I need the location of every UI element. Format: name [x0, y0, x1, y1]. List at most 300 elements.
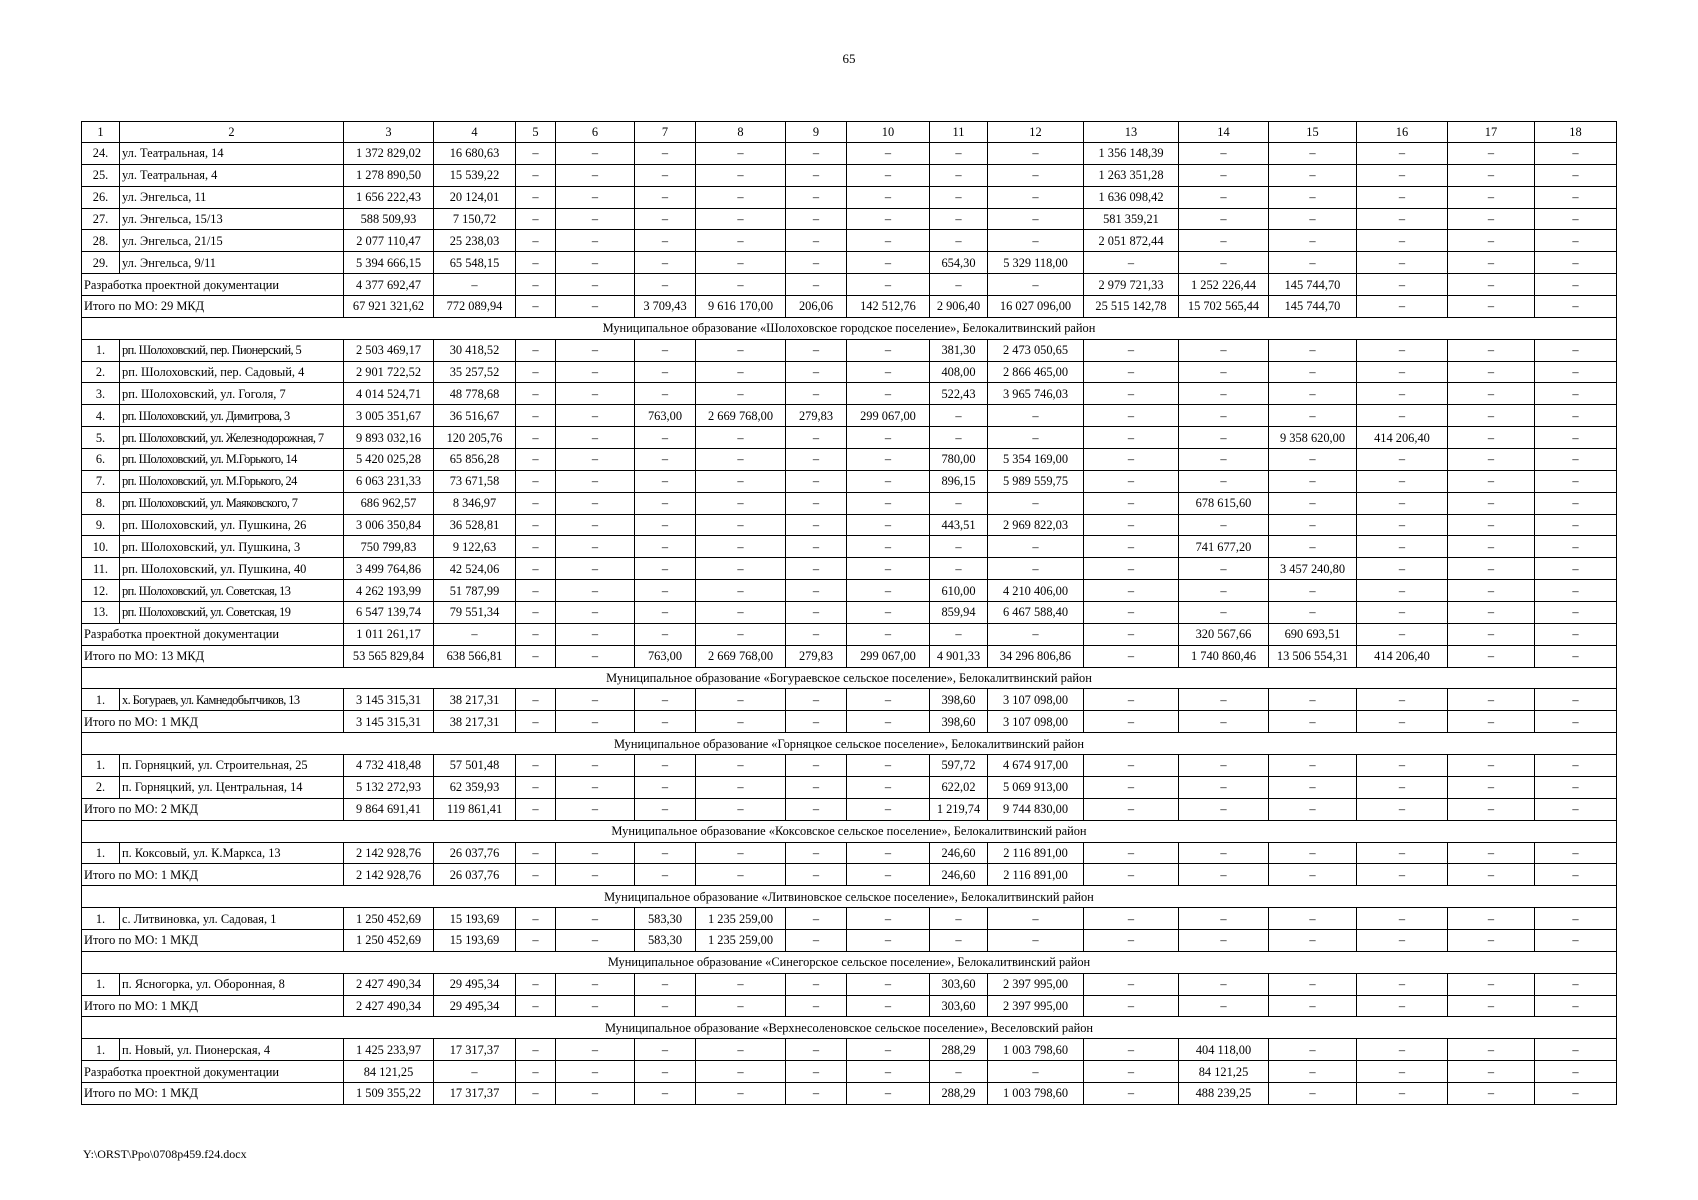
address-text: п. Новый, ул. Пионерская, 4 — [122, 1042, 271, 1057]
address-cell — [120, 492, 344, 514]
row-number: 3. — [82, 383, 120, 405]
value-cell: – — [1269, 973, 1357, 995]
value-cell: – — [516, 186, 556, 208]
table-row — [82, 143, 1617, 165]
value-cell: – — [1269, 339, 1357, 361]
value-cell: – — [1535, 645, 1617, 667]
value-cell: – — [786, 908, 847, 930]
value-cell: 29 495,34 — [434, 995, 516, 1017]
value-cell: – — [556, 230, 635, 252]
row-number: 26. — [82, 186, 120, 208]
value-cell: – — [1357, 929, 1448, 951]
value-cell: 381,30 — [930, 339, 988, 361]
value-cell: 8 346,97 — [434, 492, 516, 514]
value-cell: – — [1535, 383, 1617, 405]
value-cell: – — [556, 339, 635, 361]
value-cell: 299 067,00 — [847, 405, 930, 427]
value-cell: – — [1179, 558, 1269, 580]
value-cell: 84 121,25 — [1179, 1061, 1269, 1083]
address-text: ул. Театральная, 14 — [122, 146, 224, 161]
value-cell: – — [635, 208, 696, 230]
address-cell — [120, 514, 344, 536]
value-cell: – — [988, 274, 1084, 296]
value-cell: – — [635, 536, 696, 558]
value-cell: 2 669 768,00 — [696, 405, 786, 427]
value-cell: – — [635, 776, 696, 798]
table-row — [82, 755, 1617, 777]
value-cell: 2 427 490,34 — [344, 973, 434, 995]
value-cell: – — [1535, 689, 1617, 711]
table-row — [82, 514, 1617, 536]
value-cell: 9 358 620,00 — [1269, 427, 1357, 449]
value-cell: – — [786, 186, 847, 208]
value-cell: – — [1179, 798, 1269, 820]
table-row — [82, 536, 1617, 558]
value-cell: – — [786, 689, 847, 711]
value-cell: – — [635, 995, 696, 1017]
value-cell: – — [635, 580, 696, 602]
value-cell: 1 740 860,46 — [1179, 645, 1269, 667]
value-cell: – — [1179, 470, 1269, 492]
value-cell: – — [1357, 580, 1448, 602]
value-cell: – — [786, 536, 847, 558]
value-cell: – — [516, 1082, 556, 1104]
column-header: 17 — [1448, 122, 1535, 143]
value-cell: – — [1179, 361, 1269, 383]
value-cell: 57 501,48 — [434, 755, 516, 777]
value-cell: – — [847, 995, 930, 1017]
value-cell: – — [1448, 143, 1535, 165]
value-cell: – — [1084, 776, 1179, 798]
value-cell: – — [847, 711, 930, 733]
value-cell: – — [516, 1061, 556, 1083]
value-cell: – — [556, 186, 635, 208]
value-cell: – — [696, 186, 786, 208]
value-cell: – — [1448, 427, 1535, 449]
value-cell: – — [786, 1082, 847, 1104]
value-cell: – — [1084, 864, 1179, 886]
value-cell: – — [1084, 929, 1179, 951]
value-cell: – — [635, 558, 696, 580]
value-cell: – — [696, 361, 786, 383]
value-cell: – — [556, 929, 635, 951]
value-cell: – — [786, 164, 847, 186]
value-cell: – — [1448, 798, 1535, 820]
value-cell: 3 005 351,67 — [344, 405, 434, 427]
address-cell — [120, 973, 344, 995]
section-row — [82, 317, 1617, 339]
row-label: Разработка проектной документации — [82, 1061, 344, 1083]
value-cell: 20 124,01 — [434, 186, 516, 208]
value-cell: – — [556, 645, 635, 667]
value-cell: 3 709,43 — [635, 296, 696, 318]
value-cell: 1 263 351,28 — [1084, 164, 1179, 186]
address-cell — [120, 449, 344, 471]
value-cell: – — [635, 470, 696, 492]
table-row — [82, 252, 1617, 274]
value-cell: – — [516, 755, 556, 777]
value-cell: – — [1179, 973, 1269, 995]
value-cell: – — [847, 558, 930, 580]
value-cell: – — [1535, 405, 1617, 427]
value-cell: – — [1535, 449, 1617, 471]
value-cell: 17 317,37 — [434, 1039, 516, 1061]
value-cell: – — [516, 558, 556, 580]
value-cell: – — [556, 296, 635, 318]
address-text: рп. Шолоховский, ул. Пушкина, 40 — [122, 561, 307, 576]
total-row — [82, 623, 1617, 645]
value-cell: 5 069 913,00 — [988, 776, 1084, 798]
value-cell: – — [988, 405, 1084, 427]
row-number: 10. — [82, 536, 120, 558]
value-cell: – — [1535, 929, 1617, 951]
row-label: Итого по МО: 1 МКД — [82, 1082, 344, 1104]
value-cell: – — [516, 689, 556, 711]
column-header: 10 — [847, 122, 930, 143]
value-cell: 610,00 — [930, 580, 988, 602]
value-cell: – — [1448, 1061, 1535, 1083]
section-row — [82, 886, 1617, 908]
value-cell: – — [696, 164, 786, 186]
value-cell: – — [696, 449, 786, 471]
value-cell: – — [1269, 252, 1357, 274]
value-cell: – — [1179, 755, 1269, 777]
value-cell: – — [1357, 405, 1448, 427]
address-text: ул. Энгельса, 15/13 — [122, 212, 223, 226]
value-cell: – — [847, 755, 930, 777]
column-header: 1 — [82, 122, 120, 143]
value-cell: 4 014 524,71 — [344, 383, 434, 405]
row-number: 12. — [82, 580, 120, 602]
table-row — [82, 1039, 1617, 1061]
value-cell: – — [1084, 383, 1179, 405]
value-cell: – — [696, 274, 786, 296]
address-text: х. Богураев, ул. Камнедобытчиков, 13 — [122, 692, 300, 707]
value-cell: – — [556, 514, 635, 536]
value-cell: – — [988, 1061, 1084, 1083]
value-cell: – — [1357, 973, 1448, 995]
row-label: Итого по МО: 1 МКД — [82, 711, 344, 733]
value-cell: – — [930, 492, 988, 514]
value-cell: – — [1535, 339, 1617, 361]
value-cell: 29 495,34 — [434, 973, 516, 995]
address-cell — [120, 208, 344, 230]
value-cell: – — [1179, 186, 1269, 208]
value-cell: 17 317,37 — [434, 1082, 516, 1104]
value-cell: 2 116 891,00 — [988, 842, 1084, 864]
value-cell: – — [847, 252, 930, 274]
value-cell: – — [516, 339, 556, 361]
value-cell: 2 866 465,00 — [988, 361, 1084, 383]
value-cell: – — [635, 383, 696, 405]
row-number: 28. — [82, 230, 120, 252]
value-cell: – — [1357, 623, 1448, 645]
value-cell: – — [847, 623, 930, 645]
value-cell: – — [786, 623, 847, 645]
value-cell: – — [1448, 274, 1535, 296]
table-row — [82, 186, 1617, 208]
value-cell: – — [1084, 1082, 1179, 1104]
value-cell: – — [635, 689, 696, 711]
value-cell: – — [1448, 164, 1535, 186]
value-cell: – — [786, 1061, 847, 1083]
value-cell: – — [556, 842, 635, 864]
value-cell: – — [635, 1061, 696, 1083]
value-cell: 9 744 830,00 — [988, 798, 1084, 820]
value-cell: – — [786, 973, 847, 995]
value-cell: 583,30 — [635, 908, 696, 930]
value-cell: – — [516, 427, 556, 449]
value-cell: 145 744,70 — [1269, 296, 1357, 318]
value-cell: – — [635, 1039, 696, 1061]
value-cell: – — [1269, 230, 1357, 252]
value-cell: 9 893 032,16 — [344, 427, 434, 449]
value-cell: 303,60 — [930, 995, 988, 1017]
total-row — [82, 274, 1617, 296]
address-text: рп. Шолоховский, пер. Садовый, 4 — [122, 365, 305, 380]
value-cell: – — [1357, 711, 1448, 733]
value-cell: – — [1084, 427, 1179, 449]
value-cell: – — [516, 230, 556, 252]
value-cell: 51 787,99 — [434, 580, 516, 602]
value-cell: – — [1535, 908, 1617, 930]
value-cell: – — [635, 186, 696, 208]
value-cell: 741 677,20 — [1179, 536, 1269, 558]
value-cell: – — [556, 558, 635, 580]
column-header: 14 — [1179, 122, 1269, 143]
value-cell: – — [1084, 580, 1179, 602]
value-cell: 2 397 995,00 — [988, 973, 1084, 995]
address-text: рп. Шолоховский, ул. Димитрова, 3 — [122, 408, 290, 423]
value-cell: – — [1535, 427, 1617, 449]
value-cell: – — [847, 361, 930, 383]
value-cell: 408,00 — [930, 361, 988, 383]
value-cell: – — [786, 929, 847, 951]
value-cell: 581 359,21 — [1084, 208, 1179, 230]
value-cell: 1 252 226,44 — [1179, 274, 1269, 296]
table-row — [82, 776, 1617, 798]
value-cell: 2 669 768,00 — [696, 645, 786, 667]
value-cell: – — [988, 186, 1084, 208]
value-cell: 7 150,72 — [434, 208, 516, 230]
value-cell: 4 210 406,00 — [988, 580, 1084, 602]
value-cell: 279,83 — [786, 405, 847, 427]
value-cell: – — [1357, 230, 1448, 252]
value-cell: – — [1357, 536, 1448, 558]
address-cell — [120, 252, 344, 274]
value-cell: – — [988, 208, 1084, 230]
value-cell: – — [696, 230, 786, 252]
value-cell: – — [635, 711, 696, 733]
value-cell: – — [1084, 995, 1179, 1017]
value-cell: – — [1357, 186, 1448, 208]
value-cell: 4 377 692,47 — [344, 274, 434, 296]
value-cell: – — [556, 361, 635, 383]
value-cell: – — [786, 602, 847, 624]
value-cell: 15 539,22 — [434, 164, 516, 186]
value-cell: – — [847, 449, 930, 471]
value-cell: – — [930, 164, 988, 186]
value-cell: – — [1269, 842, 1357, 864]
value-cell: – — [1535, 864, 1617, 886]
value-cell: 142 512,76 — [847, 296, 930, 318]
address-text: п. Горняцкий, ул. Центральная, 14 — [122, 780, 303, 795]
value-cell: – — [696, 602, 786, 624]
value-cell: – — [1535, 252, 1617, 274]
value-cell: 25 515 142,78 — [1084, 296, 1179, 318]
value-cell: – — [1269, 536, 1357, 558]
value-cell: – — [1448, 689, 1535, 711]
value-cell: – — [1535, 361, 1617, 383]
row-number: 6. — [82, 449, 120, 471]
value-cell: – — [516, 208, 556, 230]
value-cell: – — [1535, 798, 1617, 820]
value-cell: – — [556, 602, 635, 624]
value-cell: – — [1448, 645, 1535, 667]
value-cell: 3 107 098,00 — [988, 711, 1084, 733]
value-cell: – — [1269, 143, 1357, 165]
value-cell: – — [556, 973, 635, 995]
value-cell: – — [696, 1082, 786, 1104]
value-cell: 26 037,76 — [434, 842, 516, 864]
value-cell: 16 027 096,00 — [988, 296, 1084, 318]
value-cell: – — [1448, 580, 1535, 602]
value-cell: – — [1448, 776, 1535, 798]
value-cell: – — [1357, 755, 1448, 777]
value-cell: – — [1535, 580, 1617, 602]
value-cell: – — [1357, 514, 1448, 536]
value-cell: – — [1269, 449, 1357, 471]
row-label: Итого по МО: 1 МКД — [82, 929, 344, 951]
value-cell: 2 397 995,00 — [988, 995, 1084, 1017]
value-cell: – — [1357, 864, 1448, 886]
value-cell: – — [847, 689, 930, 711]
value-cell: – — [1448, 514, 1535, 536]
total-row — [82, 995, 1617, 1017]
value-cell: – — [1535, 623, 1617, 645]
value-cell: – — [556, 536, 635, 558]
row-number: 13. — [82, 602, 120, 624]
value-cell: – — [786, 339, 847, 361]
value-cell: – — [847, 514, 930, 536]
value-cell: – — [930, 143, 988, 165]
value-cell: – — [516, 645, 556, 667]
value-cell: 3 107 098,00 — [988, 689, 1084, 711]
value-cell: – — [1357, 449, 1448, 471]
value-cell: – — [1084, 689, 1179, 711]
value-cell: – — [635, 514, 696, 536]
value-cell: – — [516, 274, 556, 296]
value-cell: 1 509 355,22 — [344, 1082, 434, 1104]
value-cell: – — [635, 274, 696, 296]
value-cell: – — [1084, 449, 1179, 471]
value-cell: – — [930, 405, 988, 427]
value-cell: 6 063 231,33 — [344, 470, 434, 492]
value-cell: – — [696, 798, 786, 820]
value-cell: – — [1269, 164, 1357, 186]
value-cell: – — [1448, 602, 1535, 624]
value-cell: – — [1269, 1061, 1357, 1083]
address-cell — [120, 776, 344, 798]
value-cell: – — [1269, 776, 1357, 798]
column-header: 18 — [1535, 122, 1617, 143]
value-cell: 398,60 — [930, 711, 988, 733]
value-cell: – — [516, 864, 556, 886]
value-cell: – — [556, 449, 635, 471]
value-cell: – — [1084, 470, 1179, 492]
value-cell: – — [1084, 405, 1179, 427]
value-cell: 1 372 829,02 — [344, 143, 434, 165]
value-cell: – — [516, 1039, 556, 1061]
value-cell: 62 359,93 — [434, 776, 516, 798]
column-header: 4 — [434, 122, 516, 143]
value-cell: – — [516, 908, 556, 930]
value-cell: 1 219,74 — [930, 798, 988, 820]
row-label: Итого по МО: 2 МКД — [82, 798, 344, 820]
value-cell: 5 132 272,93 — [344, 776, 434, 798]
value-cell: – — [556, 208, 635, 230]
footer-file-path: Y:\ORST\Ppo\0708p459.f24.docx — [83, 1147, 247, 1161]
value-cell: – — [1084, 645, 1179, 667]
value-cell: 6 547 139,74 — [344, 602, 434, 624]
value-cell: 5 989 559,75 — [988, 470, 1084, 492]
column-header: 13 — [1084, 122, 1179, 143]
value-cell: – — [1269, 1039, 1357, 1061]
address-cell — [120, 908, 344, 930]
value-cell: – — [847, 186, 930, 208]
value-cell: – — [516, 383, 556, 405]
value-cell: 2 473 050,65 — [988, 339, 1084, 361]
table-row — [82, 208, 1617, 230]
value-cell: – — [1084, 908, 1179, 930]
value-cell: 2 503 469,17 — [344, 339, 434, 361]
value-cell: – — [696, 755, 786, 777]
value-cell: – — [847, 842, 930, 864]
value-cell: – — [556, 252, 635, 274]
value-cell: 398,60 — [930, 689, 988, 711]
value-cell: 443,51 — [930, 514, 988, 536]
column-header: 7 — [635, 122, 696, 143]
value-cell: – — [696, 689, 786, 711]
value-cell: – — [1179, 208, 1269, 230]
row-number: 1. — [82, 908, 120, 930]
address-cell — [120, 689, 344, 711]
value-cell: – — [1535, 602, 1617, 624]
value-cell: – — [696, 558, 786, 580]
row-number: 1. — [82, 842, 120, 864]
value-cell: – — [516, 776, 556, 798]
value-cell: – — [1535, 208, 1617, 230]
value-cell: – — [516, 296, 556, 318]
row-number: 1. — [82, 973, 120, 995]
value-cell: – — [1535, 755, 1617, 777]
row-number: 11. — [82, 558, 120, 580]
value-cell: 120 205,76 — [434, 427, 516, 449]
value-cell: 896,15 — [930, 470, 988, 492]
value-cell: – — [635, 339, 696, 361]
section-title: Муниципальное образование «Верхнесоленовское сельское поселение», Веселовский район — [82, 1017, 1617, 1039]
value-cell: 5 354 169,00 — [988, 449, 1084, 471]
value-cell: 79 551,34 — [434, 602, 516, 624]
value-cell: – — [786, 776, 847, 798]
address-cell — [120, 1039, 344, 1061]
address-cell — [120, 230, 344, 252]
row-number: 8. — [82, 492, 120, 514]
value-cell: 279,83 — [786, 645, 847, 667]
value-cell: – — [635, 755, 696, 777]
value-cell: 73 671,58 — [434, 470, 516, 492]
value-cell: 9 864 691,41 — [344, 798, 434, 820]
